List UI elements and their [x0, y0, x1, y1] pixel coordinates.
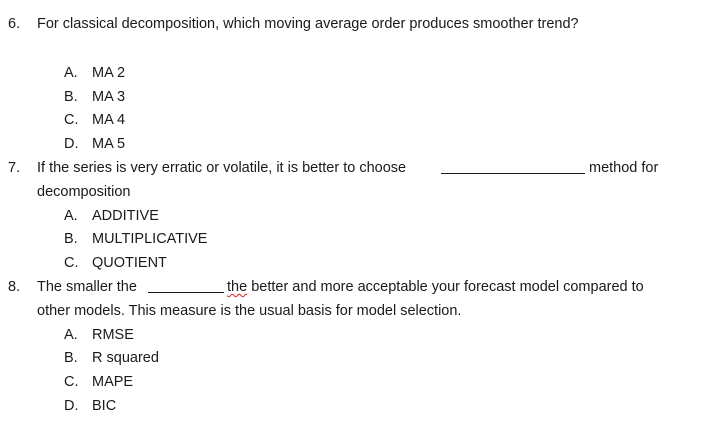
question-text: other models. This measure is the usual basis for model selection. — [37, 303, 462, 319]
question-text-continued: method for — [589, 160, 659, 176]
option-letter: B. — [64, 231, 78, 247]
question-text-continued — [227, 278, 644, 296]
option-letter: C. — [64, 255, 79, 271]
question-number: 7. — [8, 160, 21, 176]
option-text: ADDITIVE — [92, 208, 159, 224]
option-letter: C. — [64, 112, 79, 128]
option-text: MA 5 — [92, 136, 126, 152]
option-text: MULTIPLICATIVE — [92, 231, 208, 247]
question-number: 8. — [8, 279, 21, 295]
option-letter: A. — [64, 327, 78, 343]
option-text: MA 2 — [92, 65, 126, 81]
spellcheck-underlined-word: the — [227, 279, 248, 295]
question-text: The smaller the — [37, 279, 137, 295]
option-text: MA 3 — [92, 89, 126, 105]
option-text: RMSE — [92, 327, 134, 343]
option-letter: A. — [64, 65, 78, 81]
answer-blank[interactable] — [148, 278, 224, 293]
option-letter: D. — [64, 136, 79, 152]
question-text: For classical decomposition, which moving average order produces smoother trend? — [37, 16, 579, 32]
option-text: QUOTIENT — [92, 255, 167, 271]
option-text: MA 4 — [92, 112, 126, 128]
option-letter: D. — [64, 398, 79, 414]
question-text: If the series is very erratic or volatile, it is better to choose — [37, 160, 407, 176]
option-text: BIC — [92, 398, 117, 414]
option-letter: C. — [64, 374, 79, 390]
question-number: 6. — [8, 16, 21, 32]
option-text: MAPE — [92, 374, 134, 390]
option-letter: A. — [64, 208, 78, 224]
option-letter: B. — [64, 350, 78, 366]
question-text-remainder: better and more acceptable your forecast model compared to — [251, 279, 644, 295]
option-letter: B. — [64, 89, 78, 105]
option-text: R squared — [92, 350, 159, 366]
answer-blank[interactable] — [441, 159, 585, 174]
question-text: decomposition — [37, 184, 131, 200]
